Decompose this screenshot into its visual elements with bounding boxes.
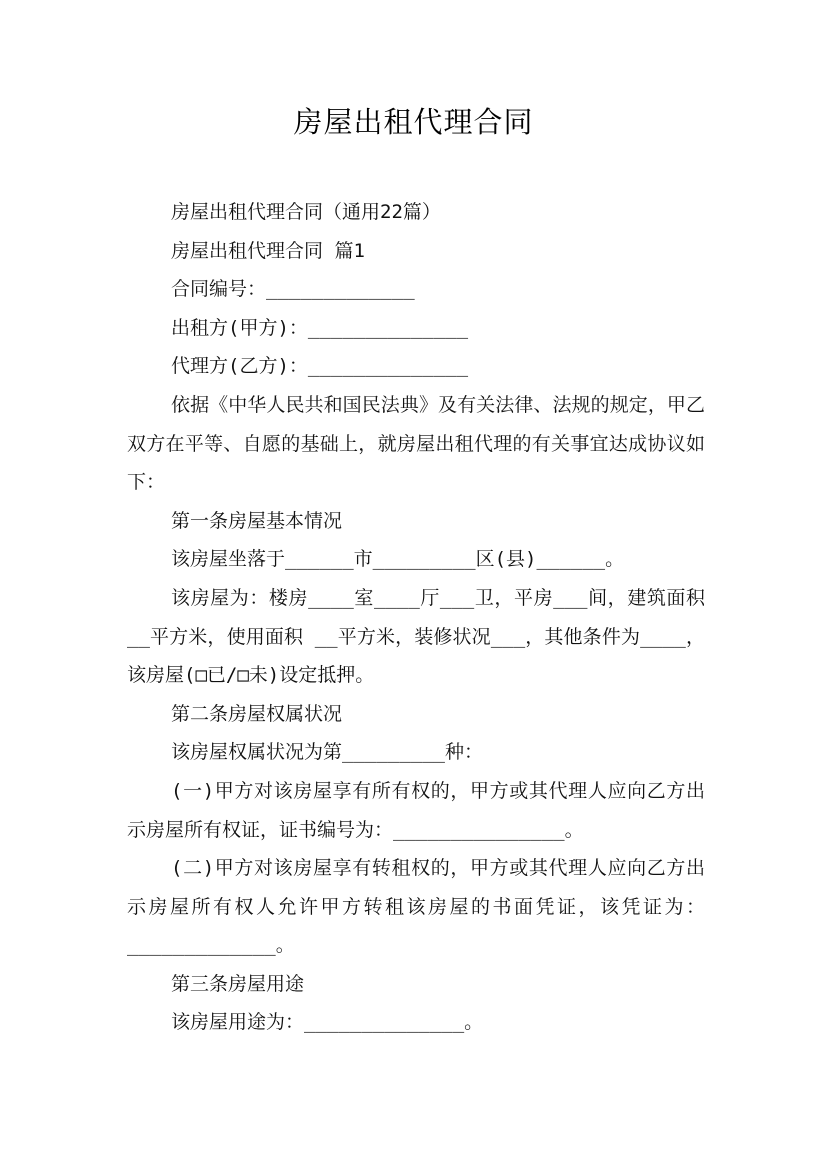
section-heading-1: 第一条房屋基本情况 — [171, 509, 343, 532]
ownership-clause-1: (一)甲方对该房屋享有所有权的，甲方或其代理人应向乙方出示房屋所有权证，证书编号为：_______________。 — [127, 779, 705, 841]
contract-subtitle: 房屋出租代理合同（通用22篇） — [171, 201, 441, 223]
ownership-clause-2: (二)甲方对该房屋享有转租权的，甲方或其代理人应向乙方出示房屋所有权人允许甲方转租该房屋的书面凭证，该凭证为：_____________。 — [127, 857, 705, 957]
document-body — [127, 193, 705, 1042]
preamble-paragraph: 依据《中华人民共和国民法典》及有关法律、法规的规定，甲乙双方在平等、自愿的基础上，就房屋出租代理的有关事宜达成协议如下： — [127, 393, 705, 494]
contract-number-line: 合同编号：_____________ — [171, 278, 415, 301]
house-details-paragraph: 该房屋为：楼房____室____厅___卫，平房___间，建筑面积__平方米，使用面积 __平方米，装修状况___，其他条件为____，该房屋(□已/□未)设定抵押。 — [127, 586, 705, 687]
document-title: 房屋出租代理合同 — [293, 105, 534, 139]
usage-line: 该房屋用途为：______________。 — [171, 1011, 484, 1034]
lessor-line: 出租方(甲方)：______________ — [171, 316, 469, 339]
agent-line: 代理方(乙方)：______________ — [171, 355, 469, 378]
location-line: 该房屋坐落于______市_________区(县)______。 — [171, 548, 625, 571]
ownership-type-line: 该房屋权属状况为第_________种： — [171, 741, 483, 764]
article-heading: 房屋出租代理合同 篇1 — [171, 239, 365, 262]
section-heading-2: 第二条房屋权属状况 — [171, 702, 343, 725]
section-heading-3: 第三条房屋用途 — [171, 972, 305, 995]
